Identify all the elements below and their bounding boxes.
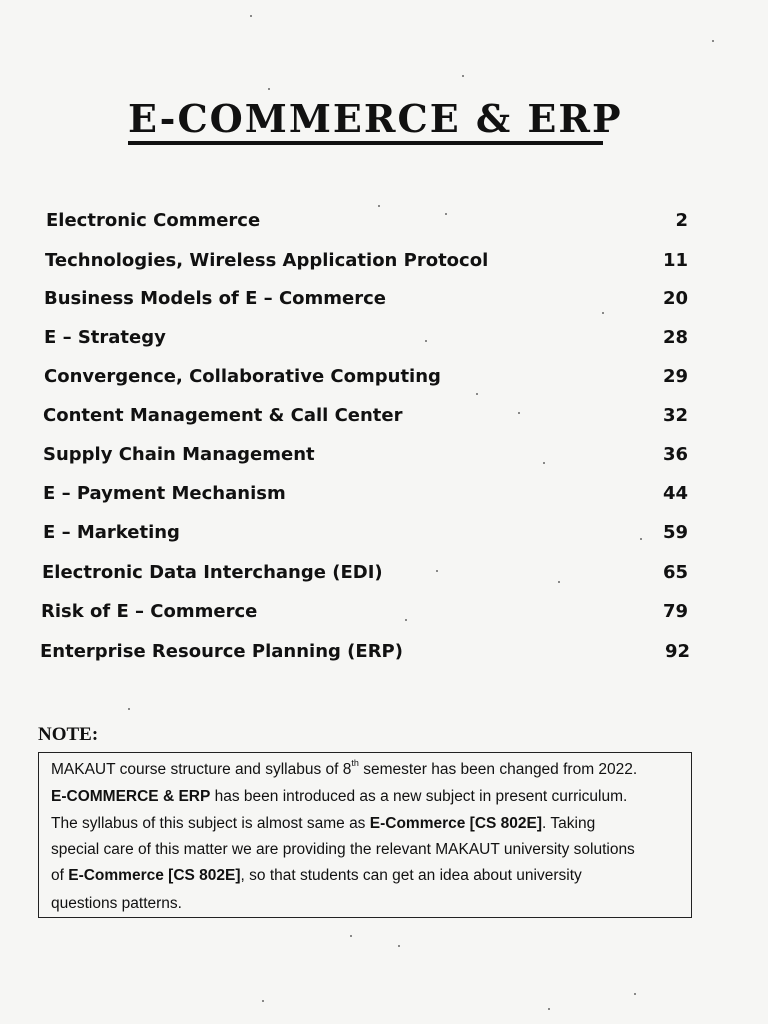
toc-entry[interactable] bbox=[40, 522, 690, 552]
note-line bbox=[51, 841, 687, 859]
toc-entry-page: 20 bbox=[662, 288, 688, 309]
toc-entry[interactable] bbox=[40, 641, 690, 671]
toc-entry-label: Risk of E – Commerce bbox=[41, 601, 258, 622]
note-box bbox=[38, 752, 692, 918]
note-course-code: E-Commerce [CS 802E] bbox=[369, 815, 543, 832]
scan-speck bbox=[462, 75, 464, 77]
note-text: semester has been changed from 2022. bbox=[358, 761, 638, 778]
scan-speck bbox=[398, 945, 400, 947]
note-course-code: E-Commerce [CS 802E] bbox=[68, 867, 241, 884]
toc-entry-page: 32 bbox=[662, 405, 688, 426]
scan-speck bbox=[518, 412, 520, 414]
toc-entry-page: 29 bbox=[662, 366, 688, 387]
toc-entry-label: Supply Chain Management bbox=[43, 444, 315, 465]
toc-entry[interactable] bbox=[40, 483, 690, 513]
toc-entry-label: Electronic Data Interchange (EDI) bbox=[42, 562, 383, 583]
toc-entry-page: 92 bbox=[664, 641, 690, 662]
toc-entry-label: Enterprise Resource Planning (ERP) bbox=[40, 641, 403, 662]
scan-speck bbox=[476, 393, 478, 395]
note-text: special care of this matter we are providing the relevant MAKAUT university solutions bbox=[51, 841, 635, 858]
toc-entry-label: Content Management & Call Center bbox=[43, 405, 403, 426]
note-line bbox=[51, 867, 687, 885]
toc-entry[interactable] bbox=[40, 444, 690, 474]
note-text: MAKAUT course structure and syllabus of 8 bbox=[51, 761, 352, 778]
toc-entry-page: 65 bbox=[662, 562, 688, 583]
toc-entry-label: E – Marketing bbox=[43, 522, 180, 543]
note-line bbox=[51, 815, 687, 833]
scan-speck bbox=[548, 1008, 550, 1010]
toc-entry-label: E – Strategy bbox=[44, 327, 166, 348]
scan-speck bbox=[268, 88, 270, 90]
note-superscript: th bbox=[351, 758, 359, 768]
scan-speck bbox=[602, 312, 604, 314]
toc-entry-page: 59 bbox=[662, 522, 688, 543]
toc-entry-page: 28 bbox=[662, 327, 688, 348]
scan-speck bbox=[712, 40, 714, 42]
note-heading: NOTE: bbox=[38, 724, 99, 745]
scan-speck bbox=[558, 581, 560, 583]
note-line bbox=[51, 788, 687, 806]
toc-entry[interactable] bbox=[40, 562, 690, 592]
note-line bbox=[51, 895, 687, 913]
scan-speck bbox=[436, 570, 438, 572]
toc-entry-page: 36 bbox=[662, 444, 688, 465]
scan-speck bbox=[425, 340, 427, 342]
note-line bbox=[51, 758, 687, 779]
toc-entry-label: Business Models of E – Commerce bbox=[44, 288, 386, 309]
toc-entry-page: 79 bbox=[662, 601, 688, 622]
toc-entry[interactable] bbox=[40, 327, 690, 357]
note-text: . Taking bbox=[542, 815, 596, 832]
note-text: The syllabus of this subject is almost same as bbox=[51, 815, 370, 832]
toc-entry[interactable] bbox=[40, 601, 690, 631]
toc-entry[interactable] bbox=[40, 405, 690, 435]
scan-speck bbox=[543, 462, 545, 464]
toc-entry[interactable] bbox=[40, 366, 690, 396]
scan-speck bbox=[634, 993, 636, 995]
note-subject-name: E-COMMERCE & ERP bbox=[51, 788, 211, 805]
toc-entry-page: 11 bbox=[662, 250, 688, 271]
scan-speck bbox=[405, 619, 407, 621]
note-text: questions patterns. bbox=[51, 895, 182, 912]
page-title: E-COMMERCE & ERP bbox=[128, 96, 623, 141]
scan-speck bbox=[350, 935, 352, 937]
toc-entry-label: Electronic Commerce bbox=[46, 210, 261, 231]
toc-entry[interactable] bbox=[40, 288, 690, 318]
toc-entry-label: E – Payment Mechanism bbox=[43, 483, 286, 504]
toc-entry[interactable] bbox=[40, 250, 690, 280]
note-text: has been introduced as a new subject in present curriculum. bbox=[210, 788, 628, 805]
scan-speck bbox=[378, 205, 380, 207]
scan-speck bbox=[128, 708, 130, 710]
note-text: , so that students can get an idea about university bbox=[240, 867, 582, 884]
scan-speck bbox=[262, 1000, 264, 1002]
scan-speck bbox=[640, 538, 642, 540]
toc-entry[interactable] bbox=[40, 210, 690, 240]
toc-entry-page: 2 bbox=[675, 210, 688, 231]
scan-speck bbox=[250, 15, 252, 17]
scan-speck bbox=[445, 213, 447, 215]
toc-entry-label: Technologies, Wireless Application Protocol bbox=[45, 250, 489, 271]
toc-entry-page: 44 bbox=[662, 483, 688, 504]
note-text: of bbox=[51, 867, 69, 884]
toc-entry-label: Convergence, Collaborative Computing bbox=[44, 366, 441, 387]
